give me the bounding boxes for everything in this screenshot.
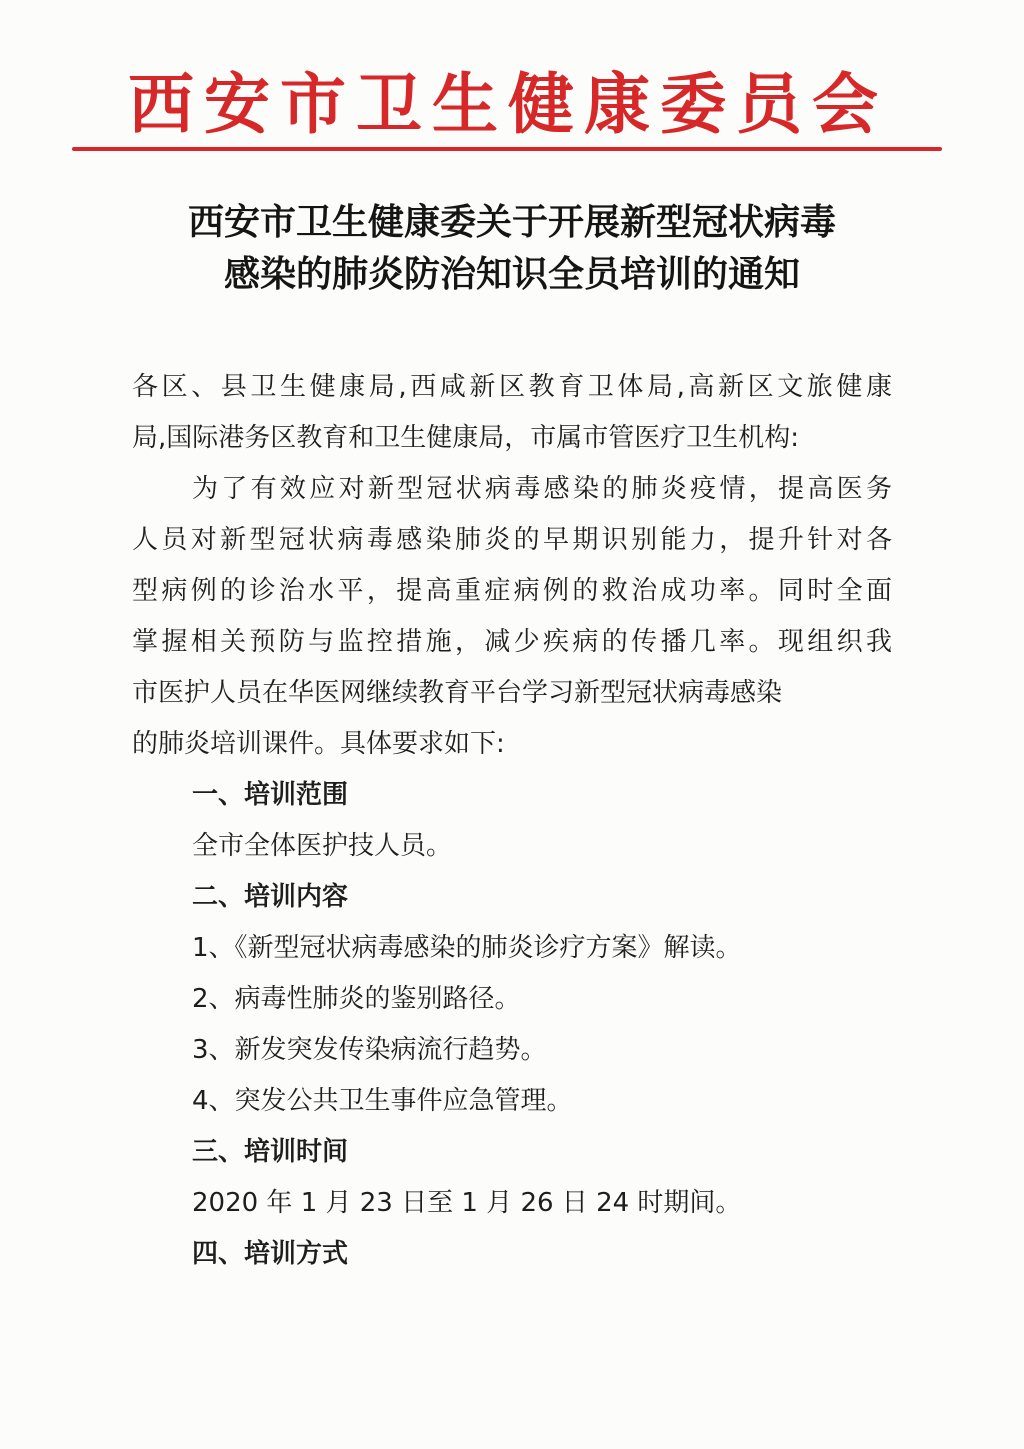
- section-time-text: 2020 年 1 月 23 日至 1 月 26 日 24 时期间。: [192, 1188, 742, 1218]
- letterhead-red-rule: [72, 147, 942, 151]
- intro-line-5: 市医护人员在华医网继续教育平台学习新型冠状病毒感染: [132, 678, 783, 708]
- section-scope-text: 全市全体医护技人员。: [192, 831, 453, 861]
- intro-line-3: 型病例的诊治水平，提高重症病例的救治成功率。同时全面: [132, 576, 892, 606]
- section-time-heading: 三、培训时间: [192, 1137, 349, 1167]
- intro-line-1: 为了有效应对新型冠状病毒感染的肺炎疫情，提高医务: [192, 474, 892, 504]
- letterhead-title: 西安市卫生健康委员会: [128, 65, 888, 143]
- content-item-4: 4、突发公共卫生事件应急管理。: [192, 1086, 573, 1116]
- content-item-2: 2、病毒性肺炎的鉴别路径。: [192, 984, 521, 1014]
- notice-title: [120, 196, 904, 300]
- section-scope-heading: 一、培训范围: [192, 780, 349, 810]
- content-item-3: 3、新发突发传染病流行趋势。: [192, 1035, 547, 1065]
- intro-line-2: 人员对新型冠状病毒感染肺炎的早期识别能力，提升针对各: [132, 525, 892, 555]
- content-item-1: 1、《新型冠状病毒感染的肺炎诊疗方案》解读。: [192, 933, 742, 963]
- intro-line-4: 掌握相关预防与监控措施，减少疾病的传播几率。现组织我: [132, 627, 892, 657]
- section-content-heading: 二、培训内容: [192, 882, 349, 912]
- addressee-line-1: 各区、县卫生健康局,西咸新区教育卫体局,高新区文旅健康: [132, 372, 892, 402]
- section-method-heading: 四、培训方式: [192, 1239, 349, 1269]
- notice-title-line-2: 感染的肺炎防治知识全员培训的通知: [223, 253, 800, 295]
- addressee-line-2: 局,国际港务区教育和卫生健康局，市属市管医疗卫生机构:: [132, 423, 800, 453]
- notice-body: [132, 362, 892, 1280]
- intro-line-6: 的肺炎培训课件。具体要求如下:: [132, 729, 505, 759]
- notice-title-line-1: 西安市卫生健康委关于开展新型冠状病毒: [187, 201, 836, 243]
